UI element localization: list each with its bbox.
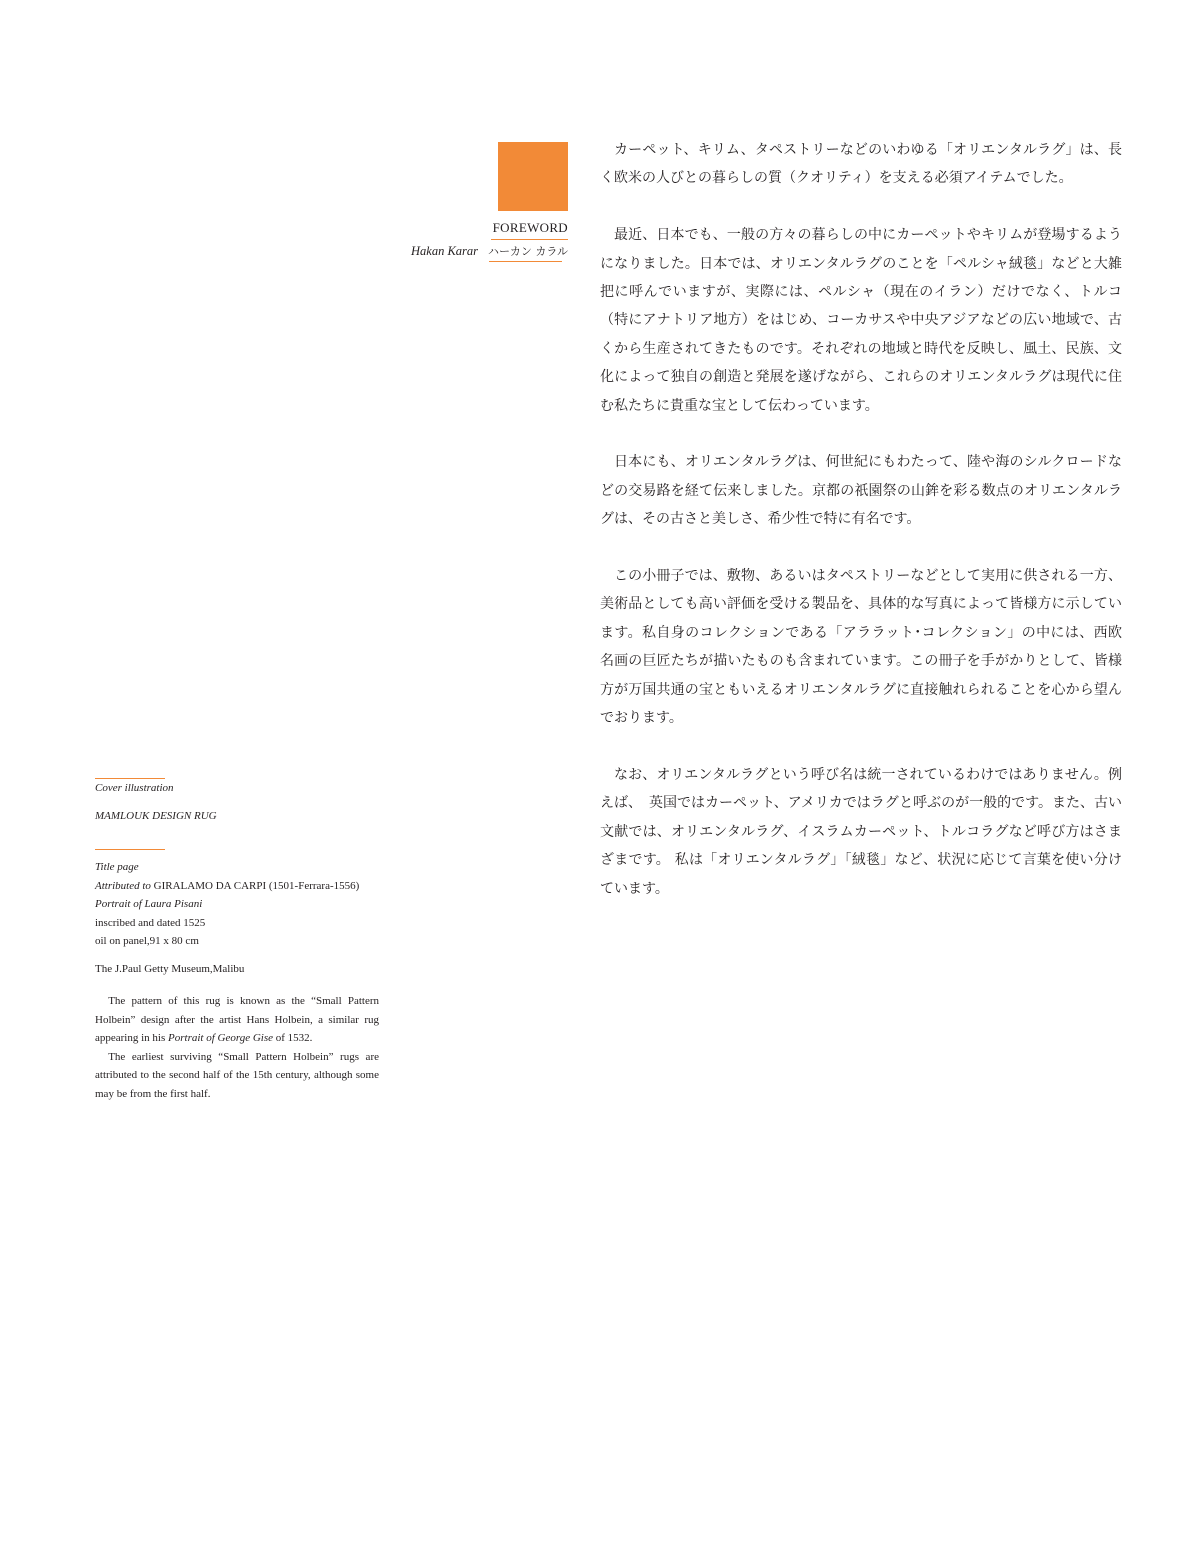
author-name-jp: ハーカン カラル xyxy=(488,245,568,258)
desc-italic: Portrait of George Gise xyxy=(168,1032,274,1044)
section-title: FOREWORD xyxy=(492,220,568,235)
paragraph: この小冊子では、敷物、あるいはタペストリーなどとして実用に供される一方、美術品としても高い評価を受ける製品を、具体的な写真によって皆様方に示しています。私自身のコレクションである「アララット･コレクション」の中には、西欧名画の巨匠たちが描いたものも含まれています。この冊子を手がかりとして、皆様方が万国共通の宝ともいえるオリエンタルラグに直接触れられることを心から望んでおります。 xyxy=(600,568,1122,727)
illustration-notes xyxy=(95,778,379,1103)
paragraph: なお、オリエンタルラグという呼び名は統一されているわけではありません。例えば、 英国ではカーペット、アメリカではラグと呼ぶのが一般的です。また、古い文献では、オリエンタルラグ、イスラムカーペット、トルコラグなど呼び方はさまざまです。 私は「オリエンタルラグ」「絨毯」など、状況に応じて言葉を使い分けています。 xyxy=(600,766,1122,897)
paragraph: 日本にも、オリエンタルラグは、何世紀にもわたって、陸や海のシルクロードなどの交易路を経て伝来しました。京都の祇園祭の山鉾を彩る数点のオリエンタルラグは、その古さと美しさ、希少性で特に有名です。 xyxy=(600,454,1122,528)
attributed-artist: GIRALAMO DA CARPI (1501-Ferrara-1556) xyxy=(153,879,360,892)
paragraph: カーペット、キリム、タペストリーなどのいわゆる「オリエンタルラグ」は、長く欧米の人びとの暮らしの質（クオリティ）を支える必須アイテムでした。 xyxy=(600,142,1122,187)
attributed-prefix: Attributed to xyxy=(95,879,151,892)
description-paragraph xyxy=(95,992,379,1048)
foreword-heading xyxy=(380,220,568,236)
title-page-label: Title page xyxy=(95,861,139,873)
description-paragraph: The earliest surviving “Small Pattern Holbein” rugs are attributed to the second half of the 15th century, although some may be from the first half. xyxy=(95,1050,379,1100)
foreword-body xyxy=(600,136,1122,931)
medium: oil on panel,91 x 80 cm xyxy=(95,935,199,947)
desc-text: The pattern of this rug is known as the “Small Pattern Holbein” design after the artist Hans Holbein, a similar rug appearing in his xyxy=(95,995,379,1044)
author-line xyxy=(380,243,568,260)
accent-square xyxy=(498,142,568,211)
cover-label: Cover illustration xyxy=(95,782,174,794)
museum: The J.Paul Getty Museum,Malibu xyxy=(95,962,245,975)
cover-title: MAMLOUK DESIGN RUG xyxy=(95,809,217,822)
inscription: inscribed and dated 1525 xyxy=(95,916,206,929)
portrait-title: Portrait of Laura Pisani xyxy=(95,898,203,910)
attribution xyxy=(95,877,379,896)
rug-description xyxy=(95,992,379,1103)
paragraph: 最近、日本でも、一般の方々の暮らしの中にカーペットやキリムが登場するようになりました。日本では、オリエンタルラグのことを「ペルシャ絨毯」などと大雑把に呼んでいますが、実際には、ペルシャ（現在のイラン）だけでなく、トルコ（特にアナトリア地方）をはじめ、コーカサスや中央アジアなどの広い地域で、古くから生産されてきたものです。それぞれの地域と時代を反映し、風土、民族、文化によって独自の創造と発展を遂げながら、これらのオリエンタルラグは現代に住む私たちに貴重な宝として伝わっています。 xyxy=(600,227,1122,414)
desc-text: of 1532. xyxy=(273,1032,313,1044)
author-name-en: Hakan Karar xyxy=(411,244,479,258)
heading-rule xyxy=(491,239,568,240)
author-rule xyxy=(489,261,562,262)
